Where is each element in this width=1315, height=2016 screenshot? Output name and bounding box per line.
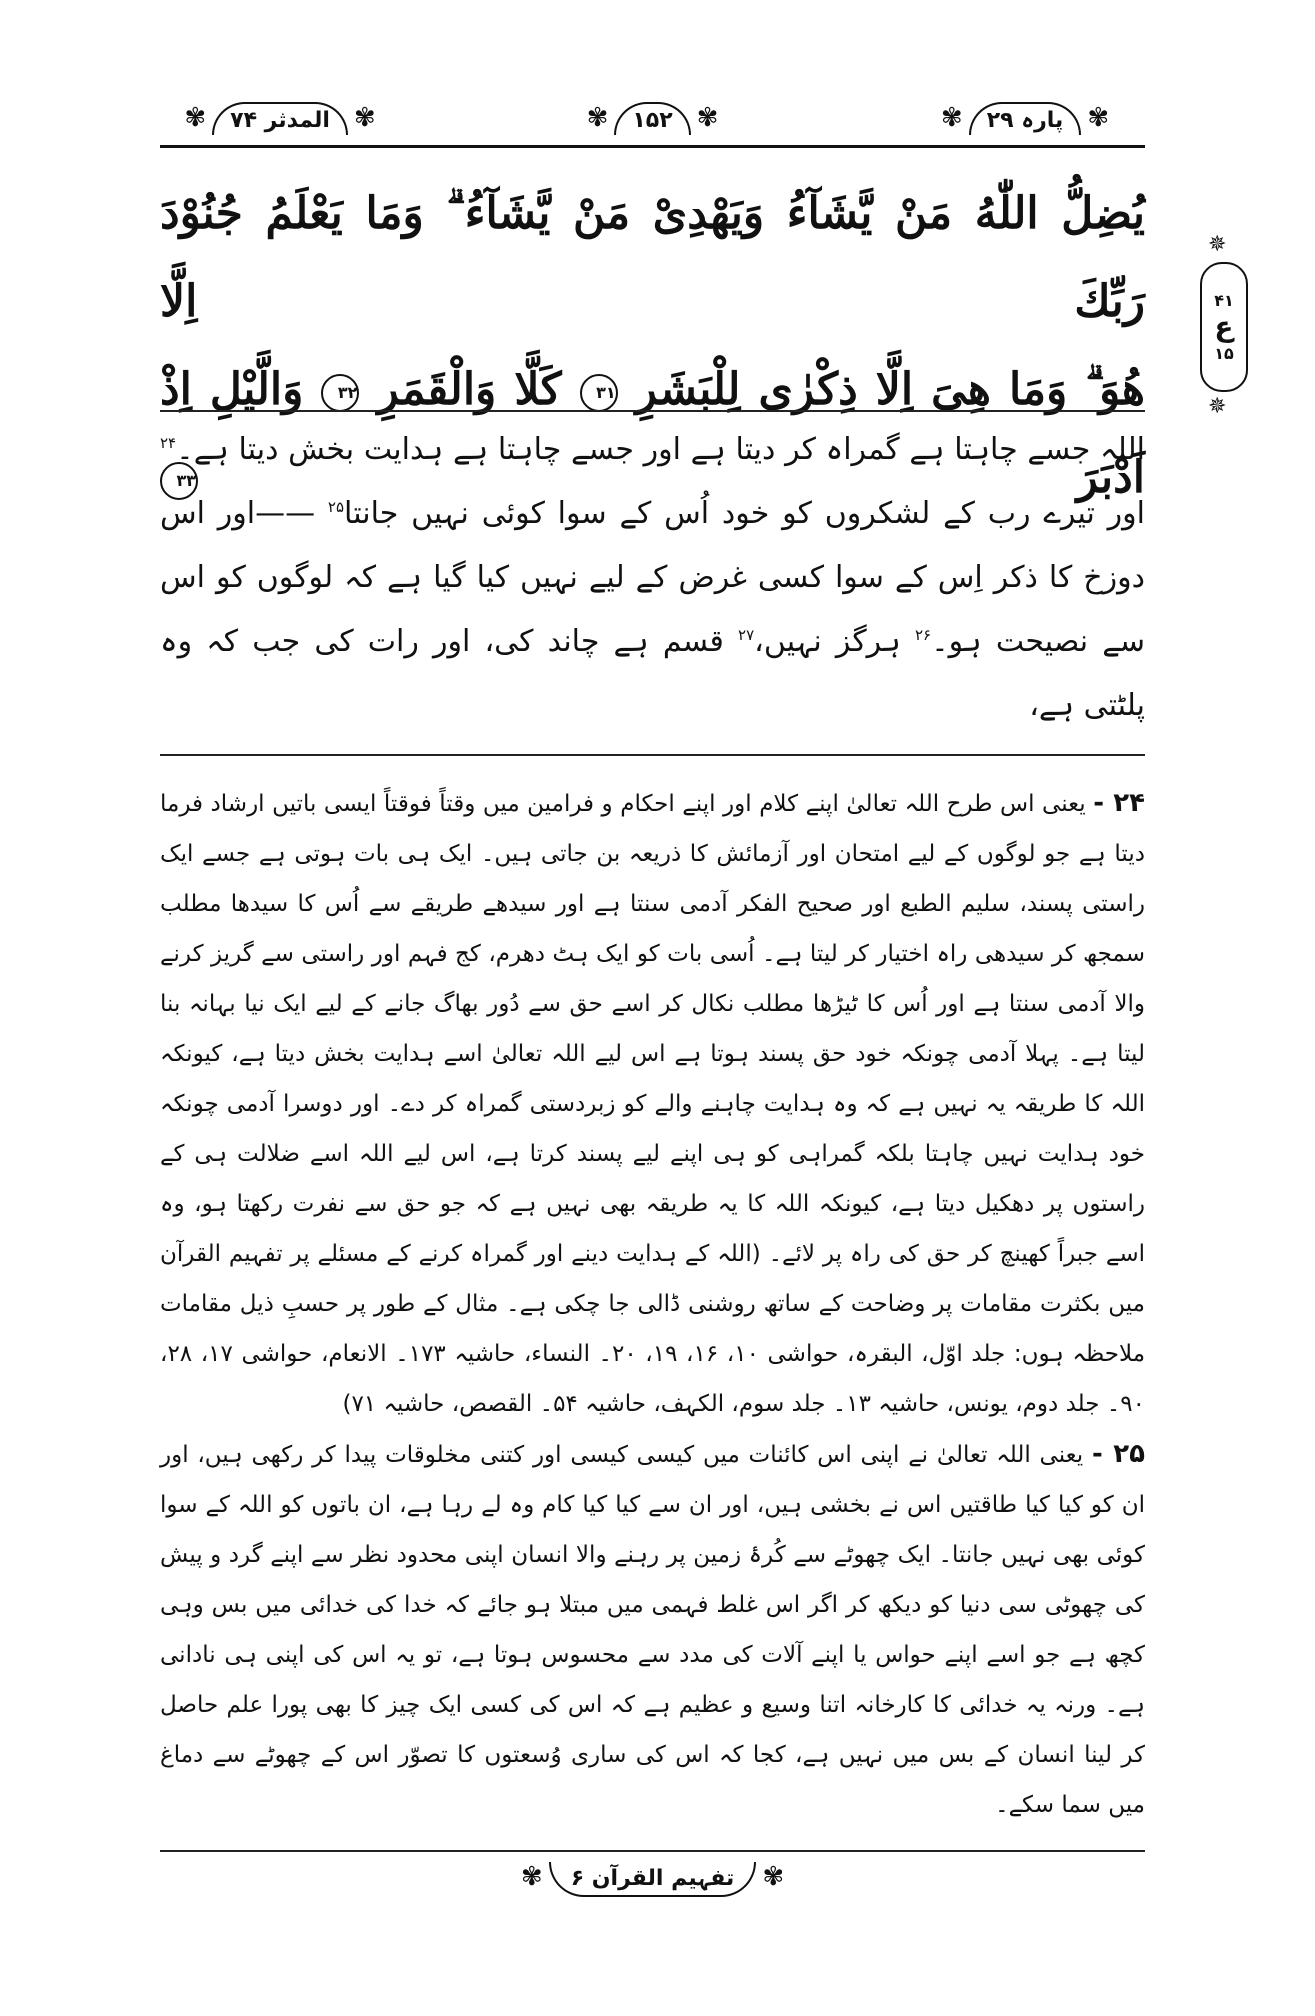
ruku-marker	[1200, 262, 1248, 392]
ornament-icon: ✾	[762, 1862, 785, 1892]
translation-text: ——اور اس دوزخ کا ذکر اِس کے سوا کسی غرض کے لیے نہیں کیا گیا ہے کہ لوگوں کو اس سے نصیحت ہو۔	[160, 496, 1145, 659]
translation-text: اللہ جسے چاہتا ہے گمراہ کر دیتا ہے اور جسے چاہتا ہے ہدایت بخش دیتا ہے۔	[176, 432, 1145, 467]
footnote-text: یعنی اس طرح اللہ تعالیٰ اپنے کلام اور اپنے احکام و فرامین میں وقتاً فوقتاً ایسی باتیں ارشاد فرما دیتا ہے جو لوگوں کے لیے امتحان اور آزمائش کا ذریعہ بن جاتی ہیں۔ ایک ہی بات ہوتی ہے جسے ایک راستی پسند، سلیم الطبع اور صحیح الفکر آدمی سنتا ہے اور سیدھے طریقے سے اُس کا سیدھا مطلب سمجھ کر سیدھی راہ اختیار کر لیتا ہے۔ اُسی بات کو ایک ہٹ دھرم، کج فہم اور راستی سے گریز کرنے والا آدمی سنتا ہے اور اُس کا ٹیڑھا مطلب نکال کر اسے حق سے دُور بھاگ جانے کے لیے ایک نیا بہانہ بنا لیتا ہے۔ پہلا آدمی چونکہ خود حق پسند ہوتا ہے اس لیے اللہ تعالیٰ اسے ہدایت بخش دیتا ہے، کیونکہ اللہ کا طریقہ یہ نہیں ہے کہ وہ ہدایت چاہنے والے کو زبردستی گمراہ کر دے۔ اور دوسرا آدمی چونکہ خود ہدایت نہیں چاہتا بلکہ گمراہی کو ہی اپنے لیے پسند کرتا ہے، اس لیے اللہ اسے ضلالت ہی کے راستوں پر دھکیل دیتا ہے، کیونکہ اللہ کا یہ طریقہ بھی نہیں ہے کہ جو حق سے نفرت رکھتا ہو، وہ اسے جبراً کھینچ کر حق کی راہ پر لائے۔ (اللہ کے ہدایت دینے اور گمراہ کرنے کے مسئلے پر تفہیم القرآن میں بکثرت مقامات پر وضاحت کے ساتھ روشنی ڈالی جا چکی ہے۔ مثال کے طور پر حسبِ ذیل مقامات ملاحظہ ہوں: جلد اوّل، البقرہ، حواشی ۱۰، ۱۶، ۱۹، ۲۰۔ النساء، حاشیہ ۱۷۳۔ الانعام، حواشی ۱۷، ۲۸، ۹۰۔ جلد دوم، یونس، حاشیہ ۱۳۔ جلد سوم، الکہف، حاشیہ ۵۴۔ القصص، حاشیہ ۷۱)	[160, 791, 1146, 1417]
footnotes	[160, 778, 1145, 1830]
translation-text: ہرگز نہیں،	[754, 624, 901, 659]
para-label: پارہ ۲۹	[969, 102, 1082, 135]
ornament-icon: ✾	[1087, 103, 1110, 133]
book-title: تفہیم القرآن ۶	[549, 1862, 757, 1897]
ornament-icon: ✾	[184, 103, 207, 133]
page-body	[160, 410, 1145, 1897]
ornament-icon: ✾	[696, 103, 719, 133]
footnote-number: ۲۵ -	[1091, 1439, 1146, 1469]
ruku-count: ۱۵	[1214, 343, 1234, 363]
ayah-marker: ۳۲	[321, 374, 359, 412]
ornament-icon: ✾	[520, 1862, 543, 1892]
footer-rule	[160, 1850, 1145, 1852]
quran-segment: هُوَ ۗ وَمَا هِىَ اِلَّا ذِكْرٰى لِلْبَشَرِ	[635, 364, 1145, 415]
ornament-icon: ✾	[353, 103, 376, 133]
ruku-number: ۴۱	[1214, 291, 1234, 311]
translation-text: اور تیرے رب کے لشکروں کو خود اُس کے سوا کوئی نہیں جانتا	[344, 496, 1145, 531]
surah-label: المدثر ۷۴	[212, 102, 348, 135]
page-header	[160, 95, 1145, 145]
footnote	[160, 778, 1145, 1429]
surah-cartouche	[160, 95, 400, 141]
footnote-text: یعنی اللہ تعالیٰ نے اپنی اس کائنات میں کیسی کیسی اور کتنی مخلوقات پیدا کر رکھی ہیں، اور ان کو کیا کیا طاقتیں اس نے بخشی ہیں، اور ان سے کیا کیا کام وہ لے رہا ہے، ان باتوں کو اللہ کے سوا کوئی بھی نہیں جانتا۔ ایک چھوٹے سے کُرۂ زمین پر رہنے والا انسان اپنی محدود نظر سے اپنے گرد و پیش کی چھوٹی سی دنیا کو دیکھ کر اگر اس غلط فہمی میں مبتلا ہو جائے کہ خدا کی خدائی میں بس وہی کچھ ہے جو اسے اپنے حواس یا اپنے آلات کی مدد سے محسوس ہوتا ہے، تو یہ اس کی اپنی ہی نادانی ہے۔ ورنہ یہ خدائی کا کارخانہ اتنا وسیع و عظیم ہے کہ اس کی کسی ایک چیز کا بھی پورا علم حاصل کر لینا انسان کے بس میں نہیں ہے، کجا کہ اس کی ساری وُسعتوں کا تصوّر اس کے چھوٹے سے دماغ میں سما سکے۔	[160, 1442, 1145, 1818]
page-number: ۱۵۲	[614, 102, 690, 135]
quran-line-1: يُضِلُّ اللّٰهُ مَنْ يَّشَآءُ وَيَهْدِىْ مَنْ يَّشَآءُ ۗ وَمَا يَعْلَمُ جُنُوْدَ رَبِّكَ اِلَّا	[160, 188, 1145, 327]
para-cartouche	[905, 95, 1145, 141]
ayah-marker: ۳۳	[160, 462, 198, 500]
header-rule	[160, 145, 1145, 148]
book-page	[160, 0, 1234, 2016]
page-number-cartouche	[543, 95, 763, 141]
ornament-icon: ✾	[586, 103, 609, 133]
ruku-sign: ع	[1214, 310, 1234, 344]
quran-rule	[160, 410, 1145, 412]
page-footer	[160, 1862, 1145, 1897]
translation-text: قسم ہے چاند کی، اور رات کی جب کہ وہ پلٹتی ہے،	[160, 624, 1145, 723]
urdu-translation	[160, 418, 1145, 738]
footnote-ref: ۲۵	[327, 498, 345, 516]
footnote-ref: ۲۴	[160, 434, 177, 452]
footnote-ref: ۲۷	[738, 626, 755, 644]
ornament-icon: ✵	[1208, 232, 1227, 257]
ayah-marker: ۳۱	[580, 374, 618, 412]
translation-rule	[160, 754, 1145, 756]
footnote-number: ۲۴ -	[1093, 788, 1146, 818]
footnote-ref: ۲۶	[914, 626, 932, 644]
ornament-icon: ✵	[1208, 394, 1227, 419]
ornament-icon: ✾	[940, 103, 963, 133]
quran-segment: كَلَّا وَالْقَمَرِ	[377, 364, 562, 415]
quran-segment: وَالَّيْلِ اِذْ اَدْبَرَ	[160, 364, 1145, 503]
footnote	[160, 1429, 1145, 1830]
